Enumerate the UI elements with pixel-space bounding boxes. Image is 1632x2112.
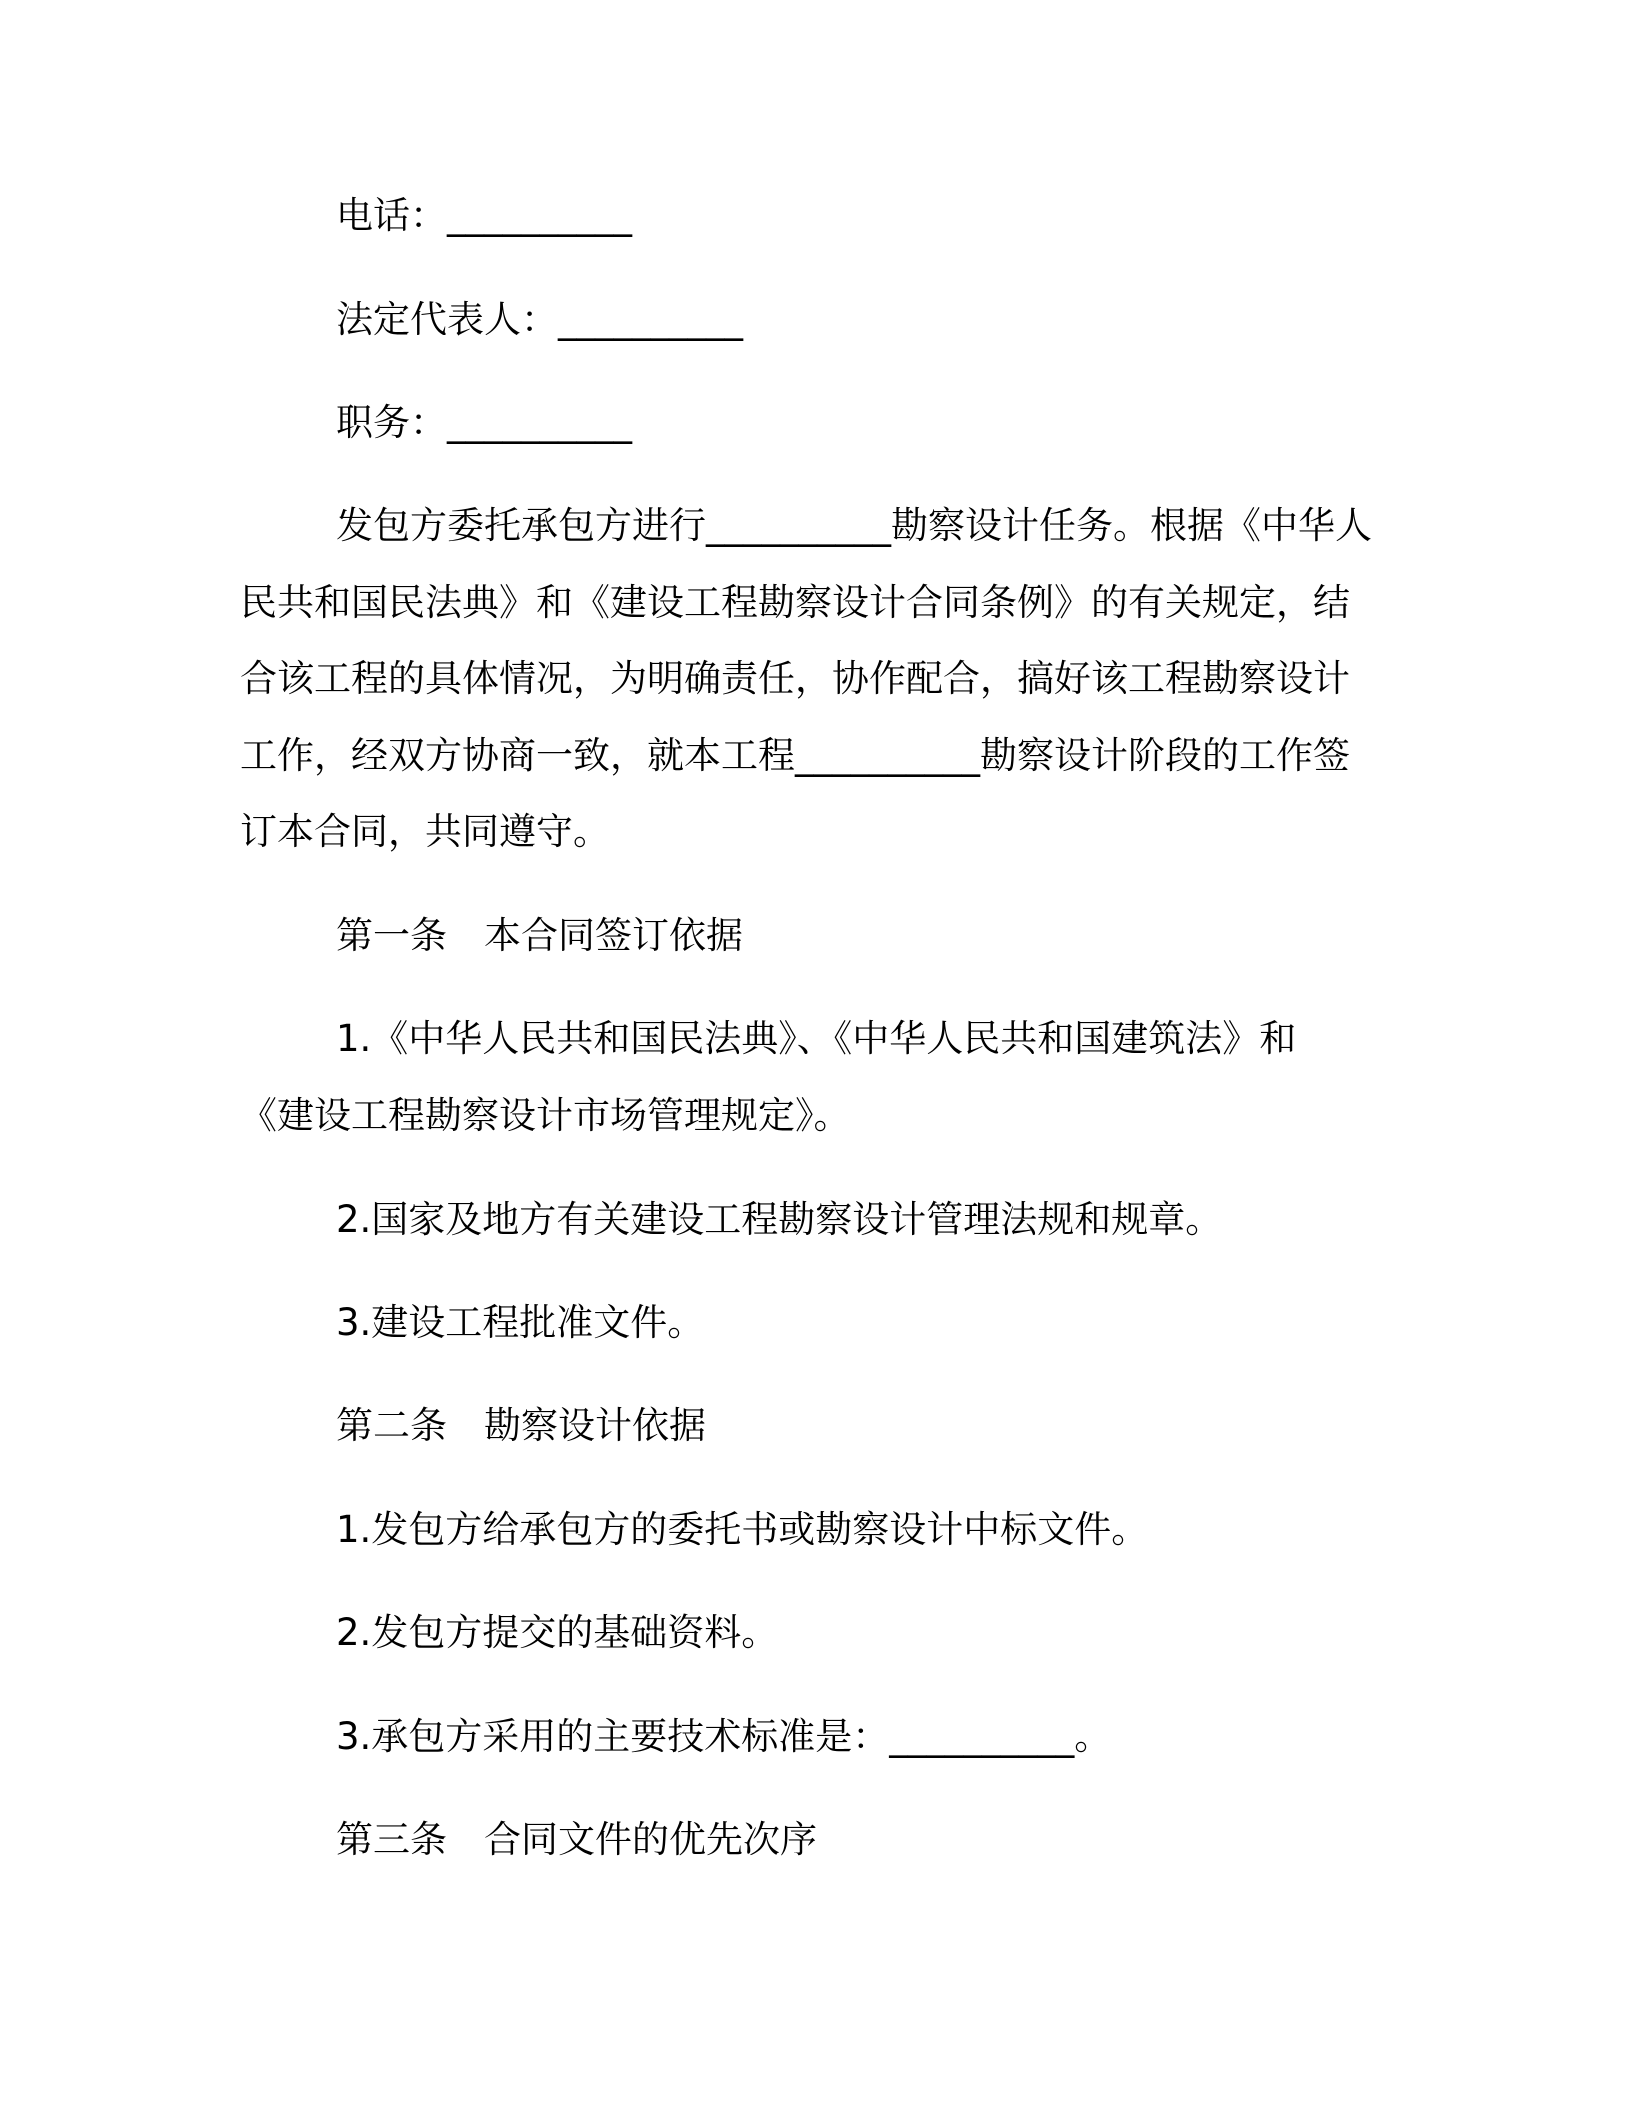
- legal-representative-blank: __________: [558, 298, 743, 341]
- article-1-item-1-line: 1.《中华人民共和国民法典》、《中华人民共和国建筑法》和: [336, 1017, 1297, 1060]
- phone-blank: __________: [447, 194, 632, 237]
- article-2-item-2: 2.发包方提交的基础资料。: [336, 1611, 779, 1654]
- preamble-line: 工作，经双方协商一致，就本工程__________勘察设计阶段的工作签: [240, 734, 1350, 777]
- position-blank: __________: [447, 401, 632, 444]
- phone-label: 电话：: [336, 194, 447, 237]
- preamble-line: 发包方委托承包方进行__________勘察设计任务。根据《中华人: [336, 504, 1372, 547]
- preamble-line: 订本合同，共同遵守。: [240, 810, 610, 853]
- article-2-item-1: 1.发包方给承包方的委托书或勘察设计中标文件。: [336, 1508, 1149, 1551]
- preamble-line: 民共和国民法典》和《建设工程勘察设计合同条例》的有关规定，结: [240, 581, 1350, 624]
- legal-representative-label: 法定代表人：: [336, 298, 558, 341]
- article-2-heading: 第二条 勘察设计依据: [336, 1404, 706, 1447]
- article-1-item-1-line: 《建设工程勘察设计市场管理规定》。: [240, 1094, 851, 1137]
- article-1-item-2: 2.国家及地方有关建设工程勘察设计管理法规和规章。: [336, 1198, 1223, 1241]
- article-3-heading: 第三条 合同文件的优先次序: [336, 1818, 817, 1861]
- preamble-line: 合该工程的具体情况，为明确责任，协作配合，搞好该工程勘察设计: [240, 657, 1350, 700]
- article-1-item-3: 3.建设工程批准文件。: [336, 1301, 705, 1344]
- position-label: 职务：: [336, 401, 447, 444]
- phone-field: [0, 190, 1632, 242]
- position-field: [0, 397, 1632, 449]
- legal-representative-field: [0, 294, 1632, 346]
- article-2-item-3: 3.承包方采用的主要技术标准是：__________。: [336, 1715, 1112, 1758]
- article-1-heading: 第一条 本合同签订依据: [336, 914, 743, 957]
